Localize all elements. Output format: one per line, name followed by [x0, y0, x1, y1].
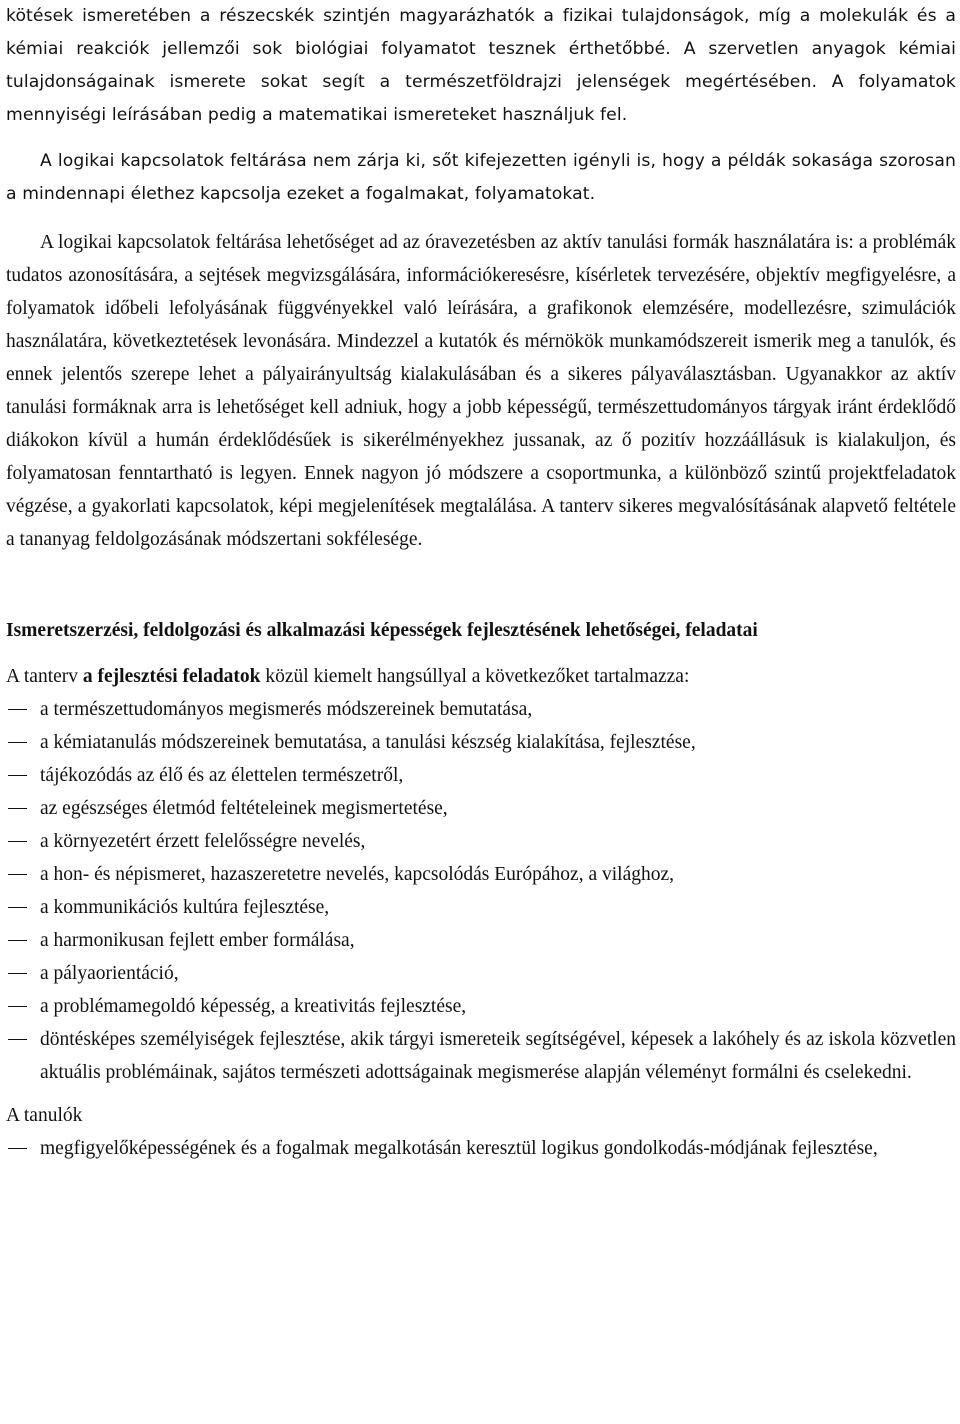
list-item: a kémiatanulás módszereinek bemutatása, a tanulási készség kialakítása, fejlesztése,: [6, 726, 956, 759]
list-item: megfigyelőképességének és a fogalmak megalkotásán keresztül logikus gondolkodás-módjának fejlesztése,: [6, 1132, 956, 1165]
list-item: a problémamegoldó képesség, a kreativitás fejlesztése,: [6, 990, 956, 1023]
list-item: tájékozódás az élő és az élettelen természetről,: [6, 759, 956, 792]
paragraph-active-learning: A logikai kapcsolatok feltárása lehetőséget ad az óravezetésben az aktív tanulási formák használatára is: a problémák tudatos azonosítására, a sejtések megvizsgálására, információkeresésre, kísérletek tervezésére, objektív megfigyelésre, a folyamatok időbeli lefolyásának függvényekkel való leírására, a grafikonok elemzésére, modellezésre, szimulációk használatára, következtetések levonására. Mindezzel a kutatók és mérnökök munkamódszereit ismerik meg a tanulók, és ennek jelentős szerepe lehet a pályairányultság kialakulásában és a sikeres pályaválasztásban. Ugyanakkor az aktív tanulási formáknak arra is lehetőséget kell adniuk, hogy a jobb képességű, természettudományos tárgyak iránt érdeklődő diákokon kívül a humán érdeklődésűek is sikerélményekhez jussanak, az ő pozitív hozzáállásuk is kialakuljon, és folyamatosan fenntartható is legyen. Ennek nagyon jó módszere a csoportmunka, a különböző szintű projektfeladatok végzése, a gyakorlati kapcsolatok, képi megjelenítések megtalálása. A tanterv sikeres megvalósításának alapvető feltétele a tananyag feldolgozásának módszertani sokfélesége.: [6, 232, 956, 550]
intro-text-after: közül kiemelt hangsúllyal a következőket tartalmazza:: [260, 666, 690, 687]
intro-text-before: A tanterv: [6, 666, 83, 687]
list-item: a környezetért érzett felelősségre nevelés,: [6, 825, 956, 858]
students-list: [6, 1132, 956, 1165]
section-intro: [6, 660, 956, 693]
students-label: A tanulók: [6, 1105, 83, 1126]
list-item: döntésképes személyiségek fejlesztése, akik tárgyi ismereteik segítségével, képesek a lakóhely és az iskola közvetlen aktuális problémáinak, sajátos természeti adottságainak megismerése alapján véleményt formálni és cselekedni.: [6, 1023, 956, 1089]
list-item: a hon- és népismeret, hazaszeretetre nevelés, kapcsolódás Európához, a világhoz,: [6, 858, 956, 891]
list-item: a pályaorientáció,: [6, 957, 956, 990]
section-heading: Ismeretszerzési, feldolgozási és alkalmazási képességek fejlesztésének lehetőségei, feladatai: [6, 620, 758, 641]
list-item: a harmonikusan fejlett ember formálása,: [6, 924, 956, 957]
list-item: az egészséges életmód feltételeinek megismertetése,: [6, 792, 956, 825]
list-item: a természettudományos megismerés módszereinek bemutatása,: [6, 693, 956, 726]
list-item: a kommunikációs kultúra fejlesztése,: [6, 891, 956, 924]
document-page: [6, 0, 956, 1165]
paragraph-logical-connections: A logikai kapcsolatok feltárása nem zárja ki, sőt kifejezetten igényli is, hogy a példák sokasága szorosan a mindennapi élethez kapcsolja ezeket a fogalmakat, folyamatokat.: [6, 151, 956, 204]
development-tasks-list: [6, 693, 956, 1089]
paragraph-chemistry-context: kötések ismeretében a részecskék szintjén magyarázhatók a fizikai tulajdonságok, míg a molekulák és a kémiai reakciók jellemzői sok biológiai folyamatot tesznek érthetőbbé. A szervetlen anyagok kémiai tulajdonságainak ismerete sokat segít a természetföldrajzi jelenségek megértésében. A folyamatok mennyiségi leírásában pedig a matematikai ismereteket használjuk fel.: [6, 6, 956, 125]
intro-text-bold: a fejlesztési feladatok: [82, 666, 261, 687]
